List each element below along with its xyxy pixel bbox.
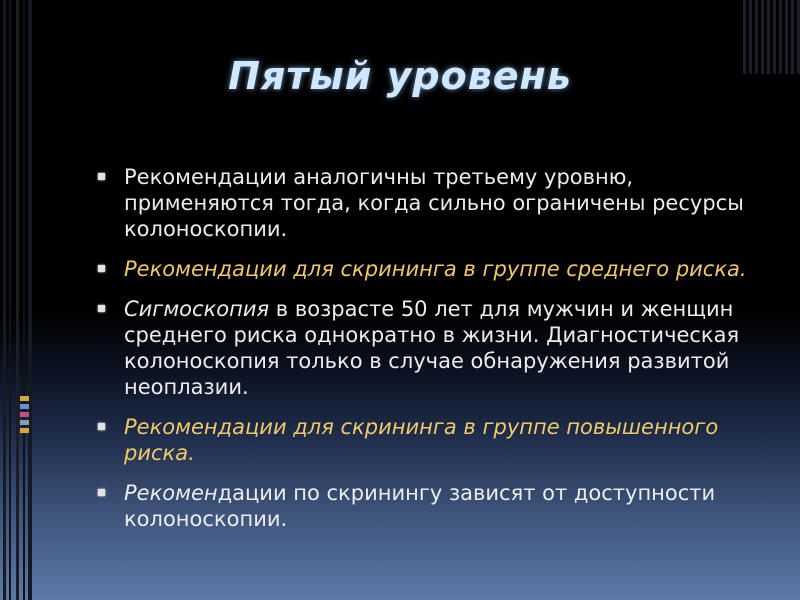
- color-mark: [20, 420, 29, 425]
- bullet-item: [98, 164, 748, 242]
- square-bullet-icon: [98, 423, 105, 430]
- side-color-marks: [20, 396, 29, 444]
- bullet-item: [98, 296, 748, 400]
- bullet-text: Рекомендации для скрининга в группе среднего риска.: [124, 257, 747, 281]
- square-bullet-icon: [98, 305, 105, 312]
- square-bullet-icon: [98, 265, 105, 272]
- bullet-item-highlight: [98, 414, 748, 466]
- color-mark: [20, 412, 29, 417]
- bullet-text: в возрасте 50 лет для мужчин и женщин среднего риска однократно в жизни. Диагностическая колоноскопия только в случае обнаружения развитой неоплазии.: [124, 297, 740, 399]
- square-bullet-icon: [98, 489, 105, 496]
- square-bullet-icon: [98, 173, 105, 180]
- bullet-text: Рекомендации аналогичны третьему уровню, применяются тогда, когда сильно ограничены ресурсы колоноскопии.: [124, 165, 744, 241]
- bullet-text: дации по скринингу зависят от доступности колоноскопии.: [124, 481, 716, 531]
- bullet-item: [98, 480, 748, 532]
- bullet-list: [98, 164, 748, 546]
- color-mark: [20, 404, 29, 409]
- color-mark: [20, 428, 29, 433]
- bullet-item-highlight: [98, 256, 748, 282]
- bullet-lead-italic: Рекомен: [124, 481, 218, 505]
- bullet-text: Рекомендации для скрининга в группе повышенного риска.: [124, 415, 719, 465]
- slide-title: Пятый уровень: [228, 54, 572, 98]
- bullet-lead-italic: Сигмоскопия: [124, 297, 270, 321]
- color-mark: [20, 396, 29, 401]
